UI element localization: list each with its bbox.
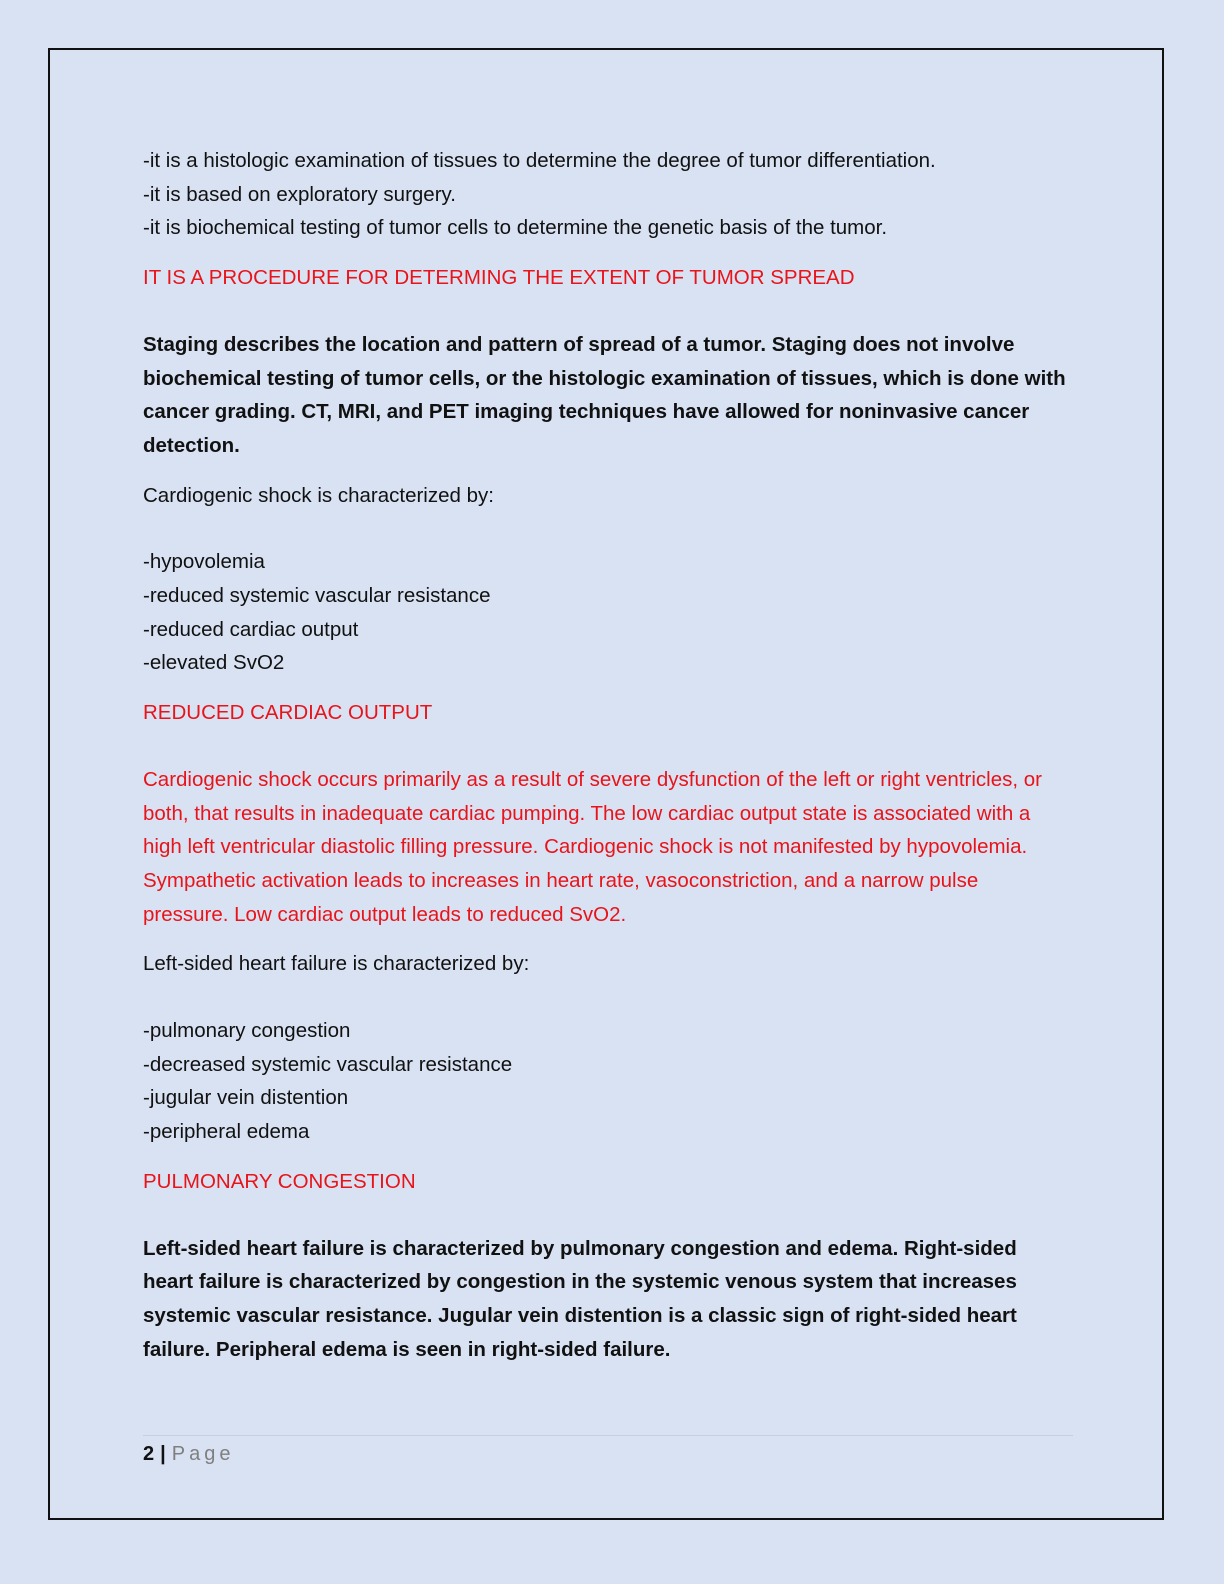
page-label: Page <box>171 1443 235 1465</box>
option-line: -pulmonary congestion <box>143 1019 351 1043</box>
option-line: -it is based on exploratory surgery. <box>143 182 456 206</box>
rationale-paragraph: Left-sided heart failure is characterized by pulmonary congestion and edema. Right-sided heart failure is characterized by congestion in the systemic venous system that increases systemic vascular resistance. Jugular vein distention is a classic sign of right-sided heart failure. Peripheral edema is seen in right-sided failure. <box>143 1236 1017 1361</box>
rationale-paragraph: Cardiogenic shock occurs primarily as a result of severe dysfunction of the left or right ventricles, or both, that results in inadequate cardiac pumping. The low cardiac output state is associated with a high left ventricular diastolic filling pressure. Cardiogenic shock is not manifested by hypovolemia. Sympathetic activation leads to increases in heart rate, vasoconstriction, and a narrow pulse pressure. Low cardiac output leads to reduced SvO2. <box>143 767 1042 926</box>
option-line: -elevated SvO2 <box>143 651 285 675</box>
question-line: Cardiogenic shock is characterized by: <box>143 483 494 507</box>
page-number: 2 <box>143 1443 155 1465</box>
option-line: -decreased systemic vascular resistance <box>143 1052 513 1076</box>
answer-line: REDUCED CARDIAC OUTPUT <box>143 701 433 725</box>
answer-line: PULMONARY CONGESTION <box>143 1169 416 1193</box>
option-line: -it is a histologic examination of tissues to determine the degree of tumor differentiation. <box>143 149 936 172</box>
option-line: -it is biochemical testing of tumor cells to determine the genetic basis of the tumor. <box>143 216 888 240</box>
footer-separator: | <box>160 1443 166 1465</box>
page-footer <box>143 1440 234 1468</box>
answer-line: IT IS A PROCEDURE FOR DETERMING THE EXTENT OF TUMOR SPREAD <box>143 266 855 290</box>
question-line: Left-sided heart failure is characterized by: <box>143 952 530 976</box>
rationale-paragraph: Staging describes the location and pattern of spread of a tumor. Staging does not involve biochemical testing of tumor cells, or the histologic examination of tissues, which is done with cancer grading. CT, MRI, and PET imaging techniques have allowed for noninvasive cancer detection. <box>143 332 1066 457</box>
option-line: -hypovolemia <box>143 550 265 574</box>
option-line: -reduced cardiac output <box>143 617 359 641</box>
option-line: -reduced systemic vascular resistance <box>143 584 491 608</box>
option-line: -peripheral edema <box>143 1120 310 1144</box>
footer-divider <box>143 1435 1073 1436</box>
option-line: -jugular vein distention <box>143 1086 349 1110</box>
document-body <box>143 144 1078 1366</box>
